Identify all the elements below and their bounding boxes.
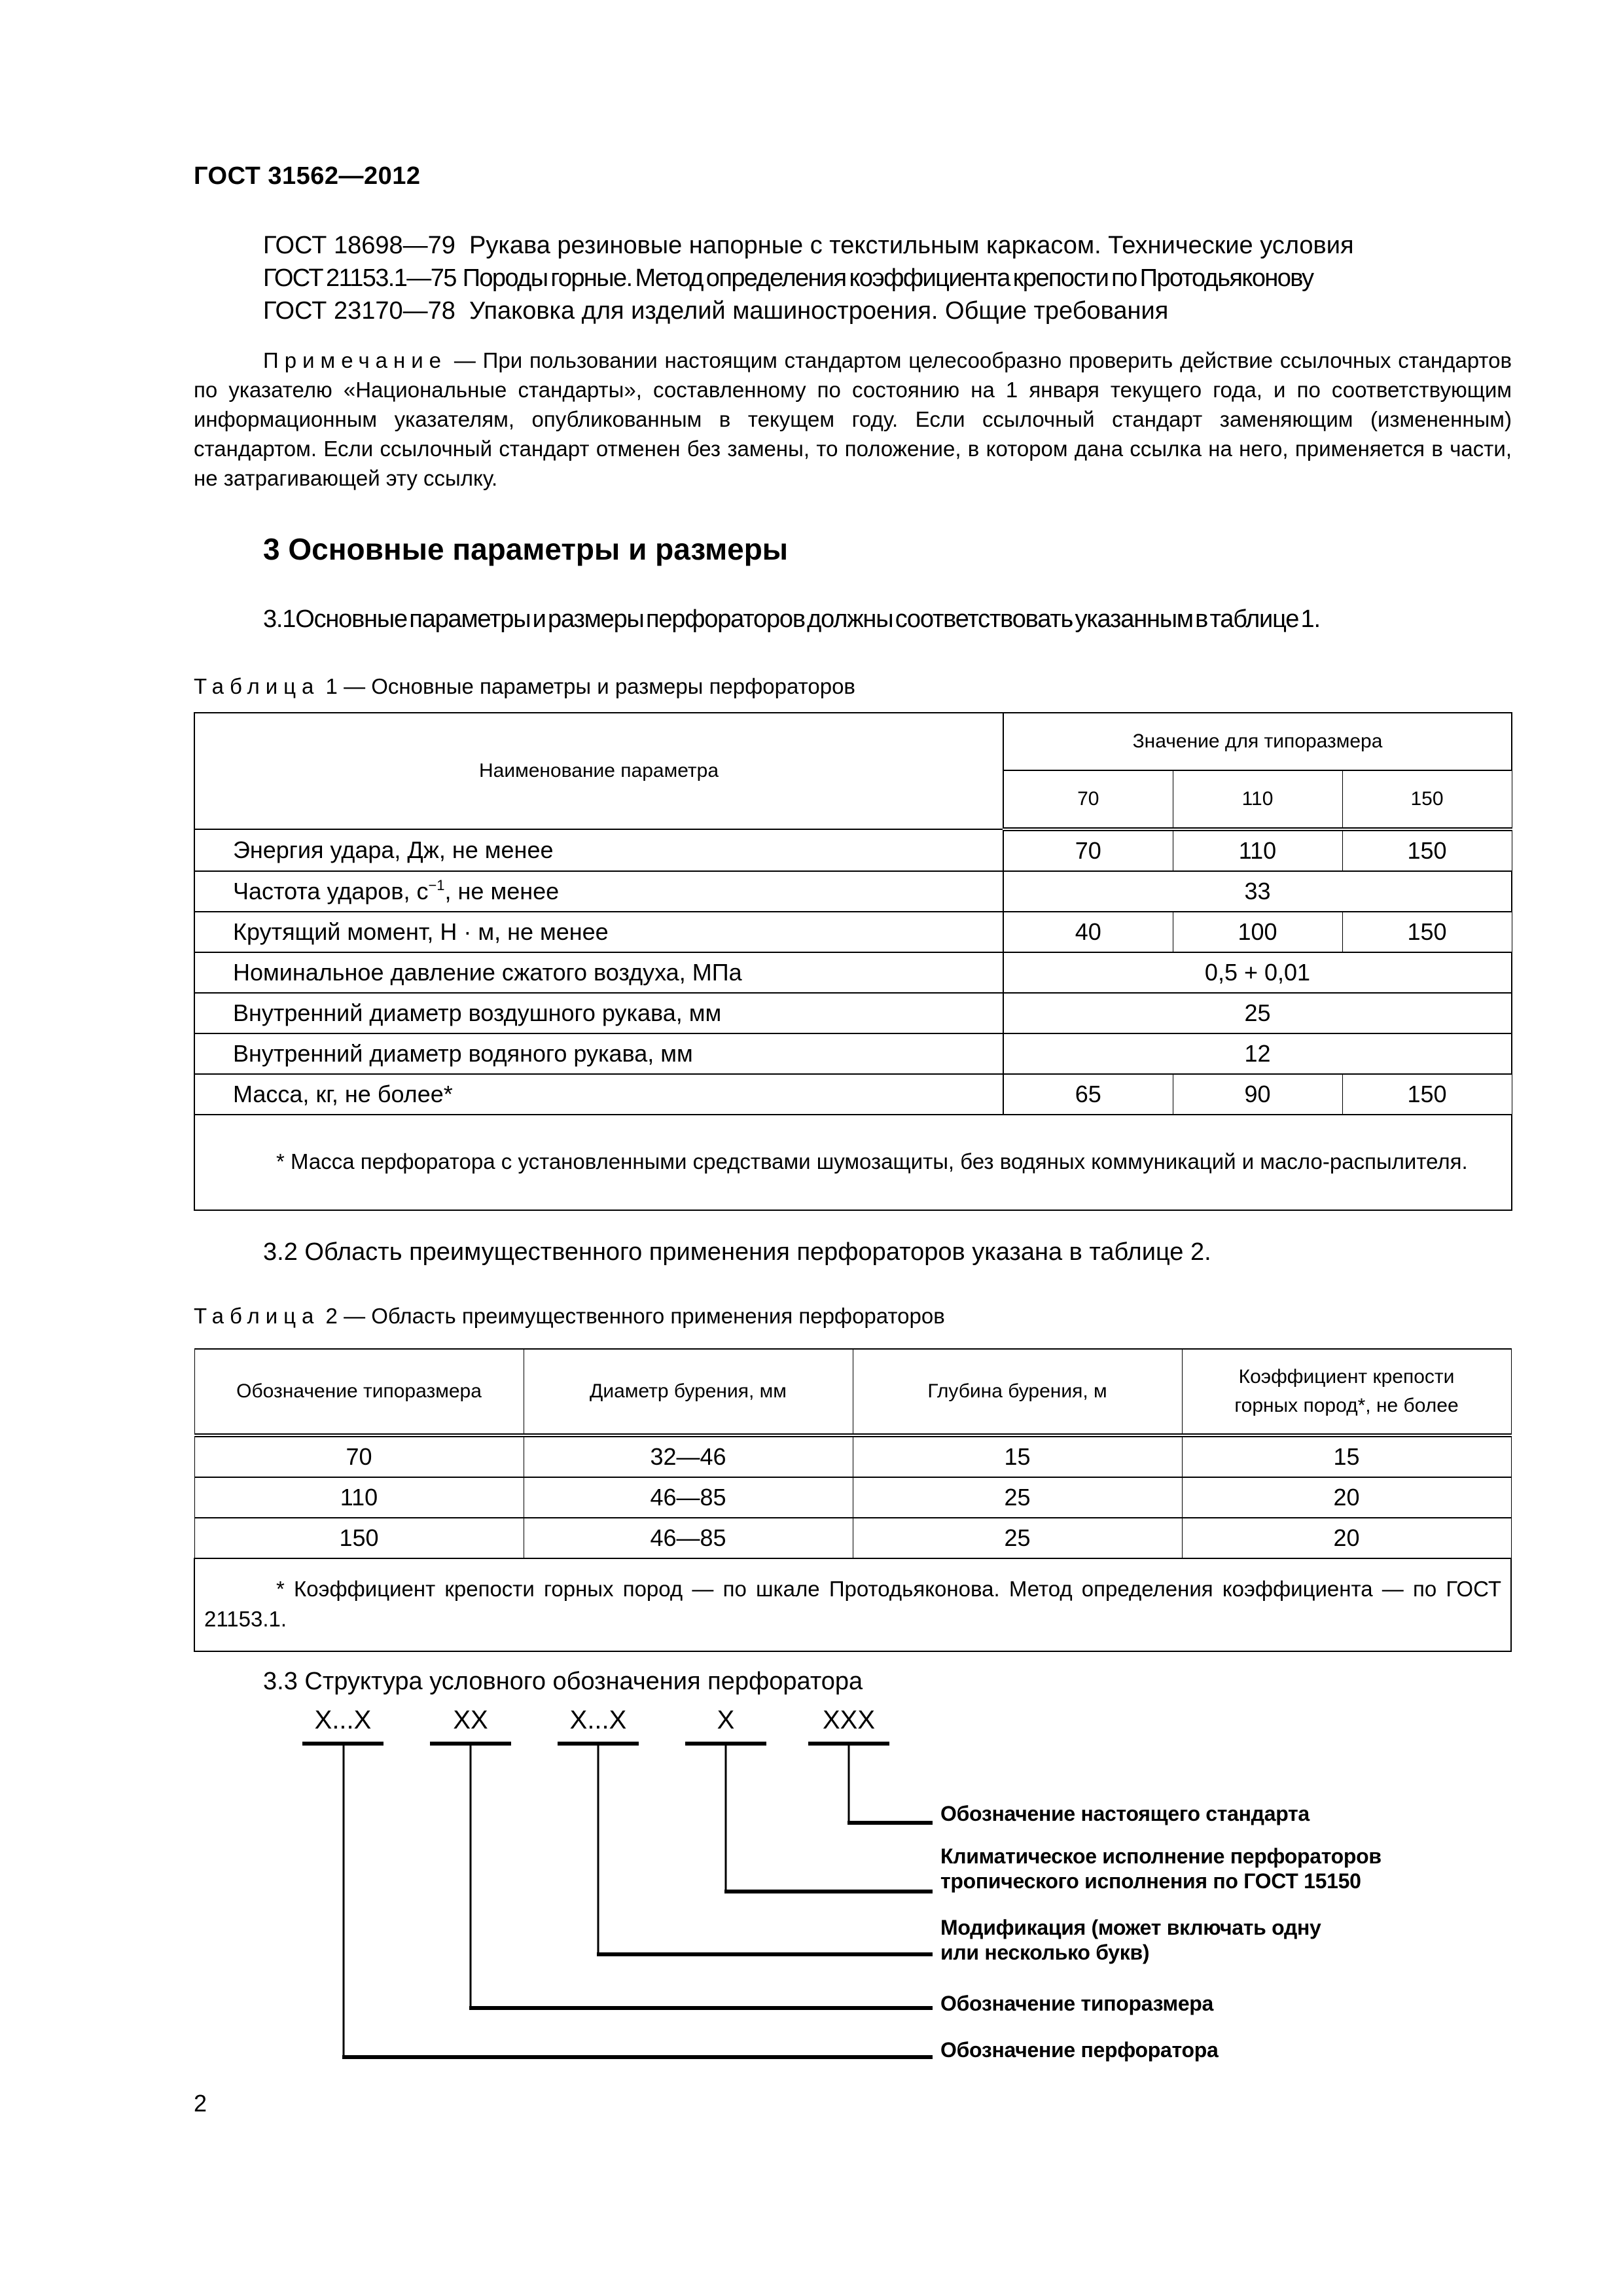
param-value: 33	[1003, 871, 1512, 912]
param-value: 110	[1173, 829, 1342, 871]
table1-caption-text: 1 — Основные параметры и размеры перфораторов	[319, 674, 855, 698]
param-value: 12	[1003, 1033, 1512, 1074]
note-text: При пользовании настоящим стандартом целесообразно проверить действие ссылочных стандартов по указателю «Национальные стандарты», составленному по состоянию на 1 января текущего года, и по соответствующим информационным указателям, опубликованным в текущем году. Если ссылочный стандарт заменяющим (измененным) стандартом. Если ссылочный стандарт отменен без замены, то положение, в котором дана ссылка на него, применяется в части, не затрагивающей эту ссылку.	[194, 348, 1512, 490]
header-cell: Обозначение типоразмера	[194, 1349, 524, 1435]
designation-code: X	[717, 1706, 735, 1734]
table-cell: 46—85	[524, 1477, 853, 1518]
designation-label: тропического исполнения по ГОСТ 15150	[940, 1869, 1361, 1893]
reference-code: ГОСТ 21153.1—75	[263, 264, 456, 292]
table2-footnote-text: * Коэффициент крепости горных пород — по шкале Протодьяконова. Метод определения коэффициента — по ГОСТ 21153.1.	[204, 1577, 1501, 1631]
reference-code: ГОСТ 18698—79	[263, 232, 455, 259]
header-size: 150	[1342, 770, 1512, 829]
section-heading: 3 Основные параметры и размеры	[263, 532, 789, 566]
param-name-superscript: −1	[428, 877, 445, 893]
header-cell-text: Коэффициент крепости горных пород*, не более	[1234, 1366, 1459, 1416]
designation-label: Модификация (может включать одну	[940, 1916, 1321, 1939]
page-number: 2	[194, 2090, 207, 2117]
designation-code: X...X	[314, 1706, 372, 1734]
param-name: Номинальное давление сжатого воздуха, МПа	[194, 952, 1003, 993]
table-cell: 25	[853, 1518, 1182, 1558]
table-cell: 150	[194, 1518, 524, 1558]
header-size: 70	[1003, 770, 1173, 829]
table2-caption-text: 2 — Область преимущественного применения перфораторов	[319, 1304, 945, 1328]
designation-code: XX	[453, 1706, 488, 1734]
designation-label: или несколько букв)	[940, 1941, 1150, 1964]
designation-label: Обозначение настоящего стандарта	[940, 1802, 1310, 1825]
header-cell: Диаметр бурения, мм	[524, 1349, 853, 1435]
param-name: Внутренний диаметр водяного рукава, мм	[194, 1033, 1003, 1074]
table-cell: 20	[1182, 1477, 1511, 1518]
param-value: 70	[1003, 829, 1173, 871]
note-dash: —	[447, 348, 483, 372]
designation-label: Обозначение типоразмера	[940, 1992, 1214, 2015]
param-value: 150	[1342, 1074, 1512, 1115]
table-cell: 32—46	[524, 1435, 853, 1477]
table-cell: 110	[194, 1477, 524, 1518]
paragraph-3-3: 3.3 Структура условного обозначения перфоратора	[263, 1668, 863, 1695]
designation-label: Климатическое исполнение перфораторов	[940, 1844, 1382, 1868]
header-size: 110	[1173, 770, 1342, 829]
param-name: Крутящий момент, Н · м, не менее	[194, 912, 1003, 952]
param-value: 150	[1342, 912, 1512, 952]
reference-title: Рукава резиновые напорные с текстильным каркасом. Технические условия	[469, 232, 1354, 259]
table-cell: 15	[1182, 1435, 1511, 1477]
table1-footnote-text: * Масса перфоратора с установленными средствами шумозащиты, без водяных коммуникаций и масло-распылителя.	[276, 1149, 1468, 1174]
header-cell: Глубина бурения, м	[853, 1349, 1182, 1435]
table1-caption-label: Таблица	[194, 674, 320, 698]
param-name: Масса, кг, не более*	[194, 1074, 1003, 1115]
reference-title: Упаковка для изделий машиностроения. Общие требования	[469, 297, 1169, 325]
reference-title: Породы горные. Метод определения коэффициента крепости по Протодьяконову	[462, 264, 1313, 292]
header-param-name: Наименование параметра	[194, 713, 1003, 829]
note-label: Примечание	[263, 348, 448, 372]
param-value: 65	[1003, 1074, 1173, 1115]
table-cell: 15	[853, 1435, 1182, 1477]
param-value: 0,5 + 0,01	[1003, 952, 1512, 993]
table2-caption-label: Таблица	[194, 1304, 320, 1328]
param-name-text: Частота ударов, с	[233, 878, 429, 905]
designation-label: Обозначение перфоратора	[940, 2038, 1219, 2062]
designation-code: X...X	[569, 1706, 627, 1734]
paragraph-3-1: 3.1Основные параметры и размеры перфораторов должны соответствовать указанным в таблице 1.	[263, 605, 1320, 633]
designation-code: XXX	[822, 1706, 876, 1734]
running-head: ГОСТ 31562—2012	[194, 162, 421, 190]
table-cell: 46—85	[524, 1518, 853, 1558]
param-name: Внутренний диаметр воздушного рукава, мм	[194, 993, 1003, 1033]
param-value: 25	[1003, 993, 1512, 1033]
paragraph-3-2: 3.2 Область преимущественного применения перфораторов указана в таблице 2.	[263, 1238, 1211, 1266]
reference-code: ГОСТ 23170—78	[263, 297, 455, 325]
param-value: 40	[1003, 912, 1173, 952]
param-value: 90	[1173, 1074, 1342, 1115]
header-size-group: Значение для типоразмера	[1003, 713, 1512, 770]
param-name: Энергия удара, Дж, не менее	[194, 829, 1003, 871]
table-cell: 25	[853, 1477, 1182, 1518]
table-cell: 20	[1182, 1518, 1511, 1558]
param-value: 100	[1173, 912, 1342, 952]
param-value: 150	[1342, 829, 1512, 871]
table-cell: 70	[194, 1435, 524, 1477]
param-name-text: , не менее	[444, 878, 560, 905]
